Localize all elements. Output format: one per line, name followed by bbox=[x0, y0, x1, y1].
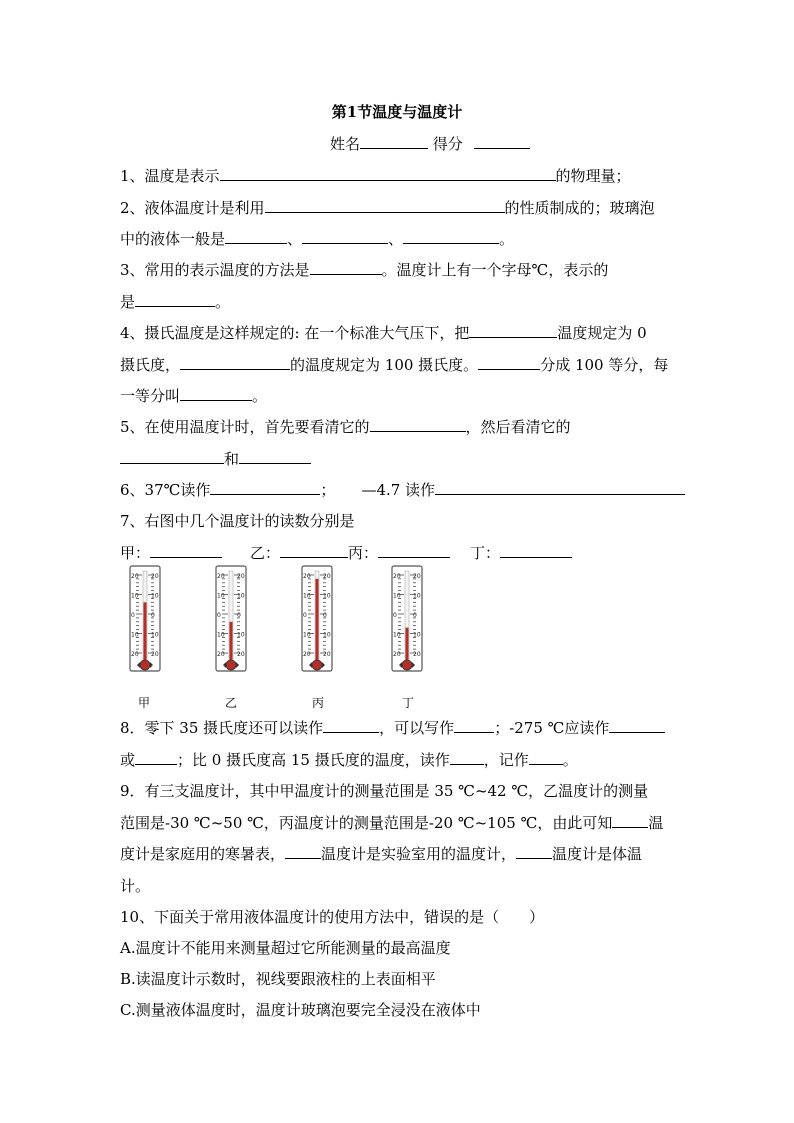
scale-label-right: 0 bbox=[413, 612, 417, 619]
q3-text: 3、常用的表示温度的方法是 bbox=[120, 261, 310, 279]
scale-label-left: 10 bbox=[131, 592, 139, 600]
question-4 bbox=[120, 323, 647, 343]
scale-label-left: 20 bbox=[217, 573, 225, 580]
scale-label-left: 10 bbox=[303, 631, 311, 639]
answer-blank[interactable] bbox=[435, 480, 685, 495]
question-4-cont2 bbox=[120, 386, 267, 406]
question-9 bbox=[120, 781, 648, 801]
liquid-column bbox=[230, 622, 233, 661]
scale-label-left: 0 bbox=[131, 612, 135, 619]
q3-text-cont: 是 bbox=[120, 293, 136, 311]
scale-label-left: 10 bbox=[393, 592, 401, 600]
answer-blank[interactable] bbox=[403, 229, 499, 244]
scale-label-left: 20 bbox=[131, 573, 139, 580]
option-b[interactable] bbox=[120, 969, 436, 989]
q7-label-jia: 甲： bbox=[120, 544, 151, 562]
option-a[interactable] bbox=[120, 938, 451, 958]
therm-label-ding: 丁 bbox=[402, 696, 415, 710]
question-1 bbox=[120, 166, 631, 186]
answer-blank[interactable] bbox=[500, 543, 572, 558]
answer-blank[interactable] bbox=[516, 844, 552, 859]
answer-blank[interactable] bbox=[225, 229, 287, 244]
answer-blank[interactable] bbox=[529, 750, 563, 765]
question-6 bbox=[120, 480, 685, 500]
answer-blank[interactable] bbox=[135, 750, 177, 765]
scale-label-right: 10 bbox=[237, 592, 245, 600]
q9-text-cont: 范围是-30 ℃~50 ℃，丙温度计的测量范围是-20 ℃~105 ℃，由此可知 bbox=[120, 814, 613, 832]
q9-text-end: 计。 bbox=[120, 877, 151, 895]
q8-text-mid3: ；比 0 摄氏度高 15 摄氏度的温度，读作 bbox=[177, 751, 450, 769]
option-c-text: C.测量液体温度时，温度计玻璃泡要完全浸没在液体中 bbox=[120, 1001, 481, 1019]
name-blank[interactable] bbox=[360, 134, 428, 149]
thermometer-1 bbox=[216, 566, 246, 671]
thermometer-2 bbox=[302, 566, 332, 671]
thermometer-bulb bbox=[140, 660, 150, 670]
scale-label-left: 0 bbox=[303, 612, 307, 619]
q1-text: 1、温度是表示 bbox=[120, 167, 220, 185]
scale-label-left: 20 bbox=[393, 651, 401, 658]
q6-text: 6、37℃读作 bbox=[120, 481, 211, 499]
answer-blank[interactable] bbox=[612, 813, 648, 828]
q7-label-bing: 丙： bbox=[348, 544, 379, 562]
scale-label-right: 10 bbox=[413, 631, 421, 639]
q5-text: 5、在使用温度计时，首先要看清它的 bbox=[120, 418, 370, 436]
answer-blank[interactable] bbox=[239, 449, 311, 464]
question-2-cont bbox=[120, 229, 514, 249]
answer-blank[interactable] bbox=[180, 386, 252, 401]
q2-text: 2、液体温度计是利用 bbox=[120, 199, 265, 217]
liquid-column bbox=[316, 579, 319, 661]
question-7-answers bbox=[120, 543, 572, 563]
score-label: 得分 bbox=[432, 135, 463, 153]
therm-label-jia: 甲 bbox=[138, 696, 151, 710]
scale-label-left: 10 bbox=[303, 592, 311, 600]
scale-label-right: 10 bbox=[237, 631, 245, 639]
q6-sep: ； bbox=[320, 481, 336, 499]
q7-text: 7、右图中几个温度计的读数分别是 bbox=[120, 512, 355, 530]
period: 。 bbox=[499, 230, 515, 248]
q9-text: 9．有三支温度计，其中甲温度计的测量范围是 35 ℃~42 ℃，乙温度计的测量 bbox=[120, 782, 649, 800]
thermometer-3 bbox=[392, 566, 422, 671]
answer-blank[interactable] bbox=[150, 543, 222, 558]
question-10 bbox=[120, 907, 544, 927]
scale-label-left: 20 bbox=[303, 651, 311, 658]
thermometer-bulb bbox=[226, 660, 236, 670]
score-blank[interactable] bbox=[474, 134, 530, 149]
answer-blank[interactable] bbox=[469, 323, 557, 338]
question-2 bbox=[120, 198, 655, 218]
question-9-cont2 bbox=[120, 844, 642, 864]
answer-blank[interactable] bbox=[310, 260, 382, 275]
answer-blank[interactable] bbox=[302, 229, 388, 244]
question-3 bbox=[120, 260, 608, 280]
question-3-cont bbox=[120, 292, 230, 312]
scale-label-left: 20 bbox=[217, 651, 225, 658]
scale-label-left: 10 bbox=[217, 592, 225, 600]
question-9-cont3 bbox=[120, 876, 150, 896]
scale-label-left: 20 bbox=[303, 573, 311, 580]
q4-text: 4、摄氏温度是这样规定的: 在一个标准大气压下，把 bbox=[120, 324, 470, 342]
scale-label-right: 0 bbox=[323, 612, 327, 619]
scale-label-right: 10 bbox=[323, 631, 331, 639]
scale-label-right: 20 bbox=[323, 573, 331, 580]
answer-blank[interactable] bbox=[220, 166, 556, 181]
answer-blank[interactable] bbox=[265, 198, 505, 213]
scale-label-right: 10 bbox=[323, 592, 331, 600]
scale-label-right: 20 bbox=[237, 651, 245, 658]
option-c[interactable] bbox=[120, 1000, 481, 1020]
q9-text-cont2: 度计是家庭用的寒暑表， bbox=[120, 845, 286, 863]
period: 。 bbox=[562, 751, 578, 769]
therm-label-bing: 丙 bbox=[312, 696, 325, 710]
question-4-cont bbox=[120, 355, 668, 375]
q8-text-mid: ，可以写作 bbox=[379, 719, 455, 737]
answer-blank[interactable] bbox=[120, 449, 224, 464]
q1-text-end: 的物理量； bbox=[555, 167, 631, 185]
question-5 bbox=[120, 417, 571, 437]
answer-blank[interactable] bbox=[378, 543, 450, 558]
q7-label-ding: 丁： bbox=[470, 544, 501, 562]
scale-label-right: 20 bbox=[151, 573, 159, 580]
q4-text-mid2: 的温度规定为 100 摄氏度。 bbox=[290, 356, 479, 374]
answer-blank[interactable] bbox=[450, 750, 484, 765]
q8-text-mid2: ；-275 ℃应读作 bbox=[494, 719, 610, 737]
q4-text-cont: 摄氏度， bbox=[120, 356, 181, 374]
question-9-cont bbox=[120, 813, 663, 833]
scale-label-left: 10 bbox=[393, 631, 401, 639]
q8-text-mid4: ，记作 bbox=[483, 751, 529, 769]
scale-label-right: 10 bbox=[151, 631, 159, 639]
q9-text-mid3: 温度计是体温 bbox=[552, 845, 643, 863]
answer-blank[interactable] bbox=[609, 718, 665, 733]
scale-label-right: 0 bbox=[237, 612, 241, 619]
liquid-column bbox=[406, 628, 409, 661]
answer-blank[interactable] bbox=[285, 844, 321, 859]
answer-blank[interactable] bbox=[370, 417, 466, 432]
question-8 bbox=[120, 718, 665, 738]
q10-text: 10、下面关于常用液体温度计的使用方法中，错误的是（ ） bbox=[120, 908, 545, 926]
scale-label-left: 10 bbox=[217, 631, 225, 639]
q2-text-mid: 的性质制成的；玻璃泡 bbox=[504, 199, 655, 217]
answer-blank[interactable] bbox=[478, 355, 540, 370]
thermometer-bulb bbox=[312, 660, 322, 670]
q5-text-mid: ，然后看清它的 bbox=[465, 418, 571, 436]
answer-blank[interactable] bbox=[135, 292, 215, 307]
scale-label-right: 20 bbox=[413, 651, 421, 658]
thermometer-0 bbox=[130, 566, 160, 671]
period: 。 bbox=[252, 387, 268, 405]
scale-label-right: 20 bbox=[413, 573, 421, 580]
q9-text-mid: 温 bbox=[648, 814, 664, 832]
page-title: 第1节温度与温度计 bbox=[331, 103, 463, 121]
scale-label-right: 20 bbox=[323, 651, 331, 658]
thermometers-svg bbox=[120, 563, 440, 713]
option-b-text: B.读温度计示数时，视线要跟液柱的上表面相平 bbox=[120, 970, 436, 988]
option-a-text: A.温度计不能用来测量超过它所能测量的最高温度 bbox=[120, 939, 451, 957]
scale-label-left: 10 bbox=[131, 631, 139, 639]
answer-blank[interactable] bbox=[180, 355, 290, 370]
scale-label-left: 20 bbox=[393, 573, 401, 580]
answer-blank[interactable] bbox=[210, 480, 320, 495]
thermometer-figure bbox=[120, 563, 440, 713]
q8-text-cont: 或 bbox=[120, 751, 136, 769]
separator: 、 bbox=[287, 230, 303, 248]
thermometer-bulb bbox=[402, 660, 412, 670]
q2-text-cont: 中的液体一般是 bbox=[120, 230, 226, 248]
question-8-cont bbox=[120, 750, 578, 770]
scale-label-right: 10 bbox=[413, 592, 421, 600]
q4-text-mid3: 分成 100 等分，每 bbox=[540, 356, 669, 374]
answer-blank[interactable] bbox=[454, 718, 494, 733]
therm-label-yi: 乙 bbox=[225, 696, 238, 710]
q7-label-yi: 乙： bbox=[250, 544, 281, 562]
q4-text-mid: 温度规定为 0 bbox=[557, 324, 647, 342]
question-7 bbox=[120, 511, 355, 531]
q5-text-cont: 和 bbox=[224, 450, 240, 468]
answer-blank[interactable] bbox=[323, 718, 379, 733]
question-5-cont bbox=[120, 449, 311, 469]
scale-label-right: 20 bbox=[237, 573, 245, 580]
scale-label-left: 0 bbox=[393, 612, 397, 619]
answer-blank[interactable] bbox=[280, 543, 348, 558]
scale-label-left: 0 bbox=[217, 612, 221, 619]
name-score-line bbox=[330, 133, 530, 154]
scale-label-right: 0 bbox=[151, 612, 155, 619]
q4-text-cont2: 一等分叫 bbox=[120, 387, 181, 405]
q3-text-mid: 。温度计上有一个字母℃，表示的 bbox=[381, 261, 609, 279]
separator: 、 bbox=[388, 230, 404, 248]
q6-text-mid: —4.7 读作 bbox=[361, 481, 436, 499]
scale-label-right: 10 bbox=[151, 592, 159, 600]
liquid-column bbox=[144, 602, 147, 661]
name-label: 姓名 bbox=[330, 135, 361, 153]
q9-text-mid2: 温度计是实验室用的温度计， bbox=[321, 845, 517, 863]
scale-label-left: 20 bbox=[131, 651, 139, 658]
q8-text: 8．零下 35 摄氏度还可以读作 bbox=[120, 719, 324, 737]
scale-label-right: 20 bbox=[151, 651, 159, 658]
period: 。 bbox=[215, 293, 231, 311]
